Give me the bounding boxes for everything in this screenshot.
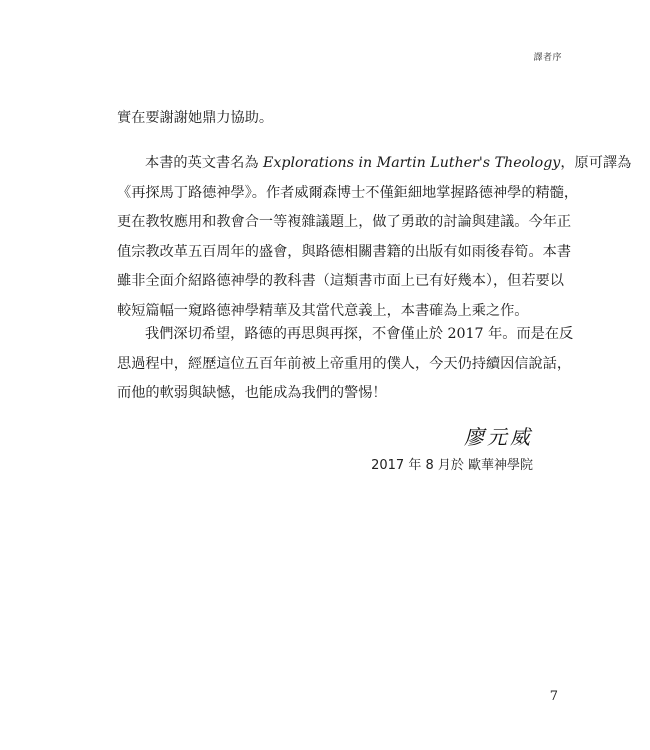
paragraph-line: 值宗教改革五百周年的盛會，與路德相關書籍的出版有如雨後春筍。本書 xyxy=(117,243,572,260)
translator-signature: 廖元威 xyxy=(464,425,533,449)
paragraph-line: 而他的軟弱與缺憾，也能成為我們的警惕！ xyxy=(117,385,387,401)
paragraph-line: 我們深切希望，路德的再思與再探，不會僅止於 2017 年。而是在反 xyxy=(145,326,574,342)
running-header: 譯者序 xyxy=(533,53,562,63)
paragraph-line: 雖非全面介紹路德神學的教科書（這類書市面上已有好幾本），但若要以 xyxy=(117,273,564,289)
paragraph-hope xyxy=(117,320,574,409)
paragraph-line: 《再探馬丁路德神學》。作者威爾森博士不僅鉅細地掌握路德神學的精髓， xyxy=(117,184,579,201)
english-book-title: Explorations in Martin Luther's Theology xyxy=(263,155,561,171)
paragraph-line: 實在要謝謝她鼎力協助。 xyxy=(117,110,274,126)
paragraph-book-title xyxy=(117,149,632,326)
line-text: ，原可譯為 xyxy=(560,155,632,171)
paragraph-line xyxy=(117,149,632,179)
signature-date-place: 2017 年 8 月於 歐華神學院 xyxy=(371,458,533,473)
paragraph-line: 更在教牧應用和教會合一等複雜議題上，做了勇敢的討論與建議。今年正 xyxy=(117,214,572,230)
paragraph-line: 思過程中，經歷這位五百年前被上帝重用的僕人，今天仍持續因信說話， xyxy=(117,355,572,372)
paragraph-thanks xyxy=(117,104,533,134)
paragraph-line: 較短篇幅一窺路德神學精華及其當代意義上，本書確為上乘之作。 xyxy=(117,302,529,319)
page-number: 7 xyxy=(549,689,558,704)
line-text: 本書的英文書名為 xyxy=(145,155,264,171)
